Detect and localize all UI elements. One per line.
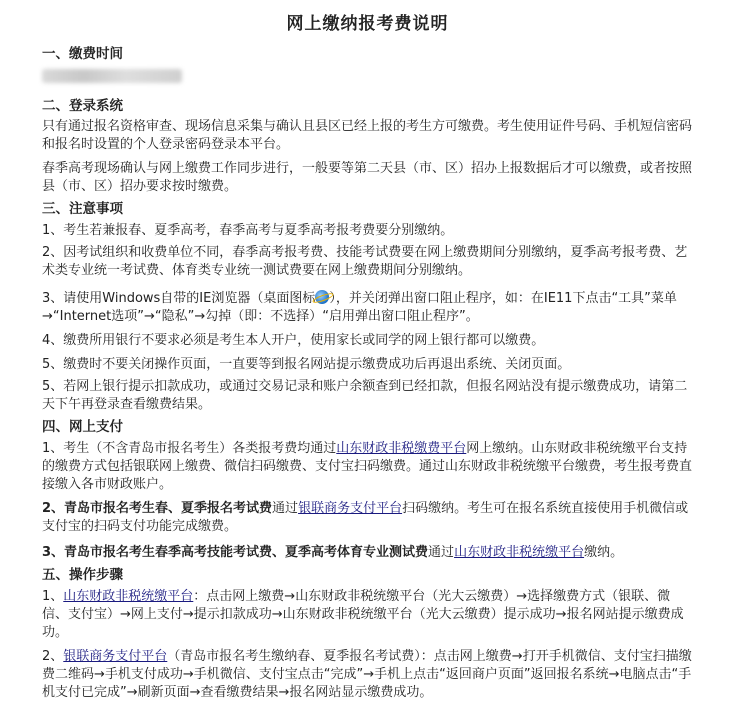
login-paragraph-1: 只有通过报名资格审查、现场信息采集与确认且县区已经上报的考生方可缴费。考生使用证件号码、手机短信密码和报名时设置的个人登录密码登录本平台。 [42, 119, 693, 152]
payment-item-3-bold: 3、青岛市报名考生春季高考技能考试费、夏季高考体育专业测试费 [42, 545, 429, 560]
payment-item-3-text-a: 通过 [428, 545, 455, 560]
note-item-2: 2、因考试组织和收费单位不同，春季高考报考费、技能考试费要在网上缴费期间分别缴纳，夏季高考报考费、艺术类专业统一考试费、体育类专业统一测试费要在网上缴费期间分别缴纳。 [42, 245, 688, 278]
payment-item-2-text-a: 通过 [272, 501, 299, 516]
payment-item-2-bold: 2、青岛市报名考生春、夏季报名考试费 [42, 501, 273, 516]
ie-browser-icon [315, 290, 329, 304]
payment-item-3 [42, 544, 693, 562]
note-item-3 [42, 290, 693, 326]
redacted-date-block [42, 63, 693, 93]
unionpay-platform-link[interactable]: 银联商务支付平台 [298, 501, 403, 516]
section-heading-steps: 五、操作步骤 [42, 567, 123, 583]
payment-item-2-text-b: 扫码缴纳。考生可在报名系统直接使用手机微信或支付宝的扫码支付功能完成缴费。 [42, 501, 689, 534]
section-heading-notes: 三、注意事项 [42, 201, 123, 217]
step-item-1-prefix: 1、 [42, 589, 64, 604]
payment-item-3-text-b: 缴纳。 [584, 545, 624, 560]
step-item-1-text: ：点击网上缴费→山东财政非税统缴平台（光大云缴费）→选择缴费方式（银联、微信、支付宝）→网上支付→提示扣款成功→山东财政非税统缴平台（光大云缴费）提示成功→报名网站提示缴费成功。 [42, 589, 684, 640]
payment-item-1-text-b: 网上缴纳。山东财政非税统缴平台支持的缴费方式包括银联网上缴费、微信扫码缴费、支付宝扫码缴费。通过山东财政非税统缴平台缴费，考生报考费直接缴入各市财政账户。 [42, 441, 693, 492]
note-item-1: 1、考生若兼报春、夏季高考，春季高考与夏季高考报考费要分别缴纳。 [42, 223, 454, 238]
step-item-2 [42, 648, 693, 702]
login-paragraph-2: 春季高考现场确认与网上缴费工作同步进行，一般要等第二天县（市、区）招办上报数据后才可以缴费，或者按照县（市、区）招办要求按时缴费。 [42, 161, 693, 194]
page-title: 网上缴纳报考费说明 [286, 14, 449, 34]
section-heading-payment-time: 一、缴费时间 [42, 46, 123, 62]
note-item-5: 5、缴费时不要关闭操作页面，一直要等到报名网站提示缴费成功后再退出系统、关闭页面。 [42, 357, 571, 372]
note-item-3-part-a: 3、请使用Windows自带的IE浏览器（桌面图标 [42, 291, 316, 306]
note-item-4: 4、缴费所用银行不要求必须是考生本人开户，使用家长或同学的网上银行都可以缴费。 [42, 333, 545, 348]
payment-item-1-text-a: 1、考生（不含青岛市报名考生）各类报考费均通过 [42, 441, 337, 456]
step-item-2-prefix: 2、 [42, 649, 64, 664]
note-item-6: 5、若网上银行提示扣款成功，或通过交易记录和账户余额查到已经扣款，但报名网站没有提示缴费成功，请第二天下午再登录查看缴费结果。 [42, 379, 688, 412]
unionpay-platform-link-2[interactable]: 银联商务支付平台 [63, 649, 168, 664]
shandong-fiscal-platform-link[interactable]: 山东财政非税缴费平台 [336, 441, 467, 456]
step-item-2-text: （青岛市报名考生缴纳春、夏季报名考试费）：点击网上缴费→打开手机微信、支付宝扫描缴费二维码→手机支付成功→手机微信、支付宝点击“完成”→手机上点击“返回商户页面”返回报名系统→电脑点击“手机支付已完成”→刷新页面→查看缴费结果→报名网站显示缴费成功。 [42, 649, 692, 700]
shandong-fiscal-platform-link-2[interactable]: 山东财政非税统缴平台 [454, 545, 585, 560]
note-item-3-part-b: ），并关闭弹出窗口阻止程序，如：在IE11下点击“工具”菜单→“Internet选项”→“隐私”→勾掉（即：不选择）“启用弹出窗口阻止程序”。 [42, 291, 677, 324]
payment-item-2 [42, 500, 693, 536]
shandong-fiscal-platform-link-3[interactable]: 山东财政非税统缴平台 [63, 589, 194, 604]
section-heading-login: 二、登录系统 [42, 98, 123, 114]
section-heading-online-payment: 四、网上支付 [42, 419, 123, 435]
payment-item-1 [42, 440, 693, 494]
step-item-1 [42, 588, 693, 642]
